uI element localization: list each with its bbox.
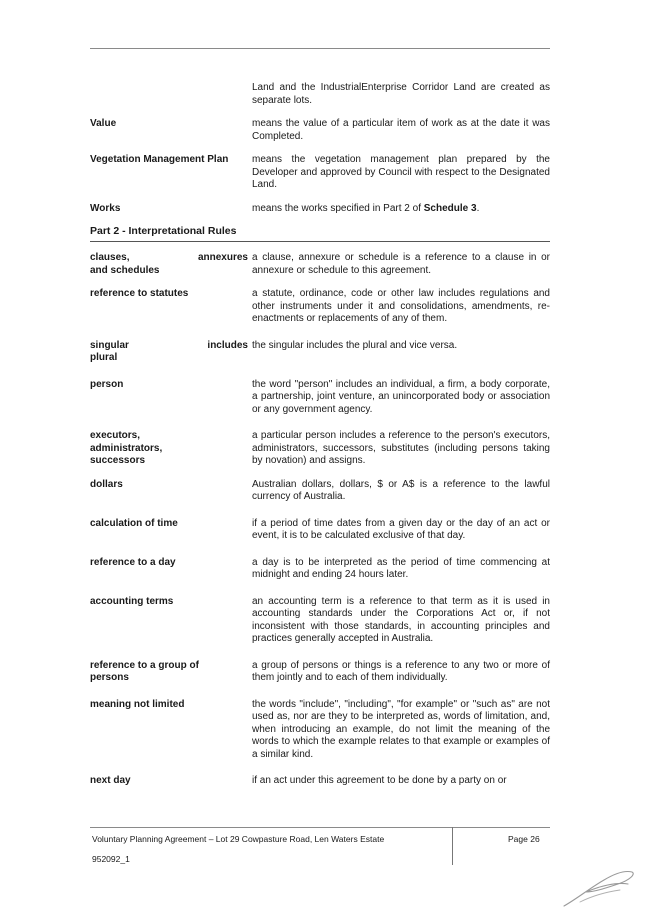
rule-row	[90, 340, 550, 365]
rule-row	[90, 479, 550, 504]
rule-row	[90, 252, 550, 277]
footer-divider	[452, 827, 453, 865]
rule-row	[90, 557, 550, 582]
footer-document-ref: 952092_1	[92, 854, 130, 864]
rule-text: the words "include", "including", "for example" or "such as" are not used as, nor are they to be interpreted as, words of limitation, and, when introducing an example, do not limit the meaning of the words to which the example relates to that example or examples of a similar kind.	[252, 698, 550, 760]
definition-text-part: .	[476, 202, 480, 214]
rule-term: calculation of time	[90, 517, 178, 529]
rule-term-word: annexures	[197, 252, 248, 263]
definition-text: means the value of a particular item of work as at the date it was Completed.	[252, 118, 550, 142]
rule-term: reference to statutes	[90, 288, 189, 299]
rule-term: reference to a day	[90, 556, 176, 568]
section-heading: Part 2 - Interpretational Rules	[90, 225, 550, 242]
rule-row	[90, 775, 550, 788]
definition-row	[90, 82, 550, 107]
footer-title: Voluntary Planning Agreement – Lot 29 Cowpasture Road, Len Waters Estate	[92, 834, 385, 844]
definition-term: Vegetation Management Plan	[90, 154, 229, 165]
rule-text: if an act under this agreement to be done by a party on or	[252, 775, 507, 786]
header-rule	[90, 48, 550, 49]
rule-term-word: includes	[207, 339, 248, 351]
footer-rule	[90, 827, 550, 828]
document-body	[90, 82, 550, 788]
page-number: Page 26	[508, 834, 540, 844]
rule-term-word: singular	[90, 339, 129, 351]
rule-text: a statute, ordinance, code or other law includes regulations and other instruments under it and consolidations, amendments, re-enactments or replacements of any of them.	[252, 288, 550, 324]
rule-text: a group of persons or things is a reference to any two or more of them jointly and to each of them individually.	[252, 659, 550, 683]
definition-text-part: means the works specified in Part 2 of	[252, 202, 424, 214]
rule-term: person	[90, 378, 124, 390]
definition-text: means the vegetation management plan prepared by the Developer and approved by Council with respect to the Designated Land.	[252, 154, 550, 190]
schedule-reference: Schedule 3	[423, 202, 477, 214]
rule-row	[90, 430, 550, 468]
rule-text: if a period of time dates from a given day or the day of an act or event, it is to be calculated exclusive of that day.	[252, 517, 550, 541]
rule-text: the singular includes the plural and vice versa.	[252, 339, 458, 351]
rule-term	[90, 340, 252, 365]
definition-text	[252, 203, 550, 216]
rule-term-line	[90, 340, 248, 353]
rule-term: meaning not limited	[90, 698, 185, 710]
rule-term-line	[90, 252, 248, 265]
rule-term: reference to a group of persons	[90, 659, 199, 683]
rule-term-line: and schedules	[90, 264, 160, 276]
rule-row	[90, 288, 550, 326]
rule-row	[90, 379, 550, 417]
definition-term	[90, 82, 252, 107]
rule-row	[90, 596, 550, 646]
rule-row	[90, 699, 550, 762]
definition-term: Value	[90, 118, 117, 129]
rule-row	[90, 660, 550, 685]
definition-row	[90, 203, 550, 216]
rule-text: a clause, annexure or schedule is a reference to a clause in or annexure or schedule to this agreement.	[252, 252, 550, 276]
rule-text: the word "person" includes an individual, a firm, a body corporate, a partnership, joint venture, an unincorporated body or association or any government agency.	[252, 378, 550, 415]
definition-term: Works	[90, 202, 121, 214]
rule-term-line: plural	[90, 352, 118, 363]
rule-term	[90, 252, 252, 277]
rule-term: executors, administrators, successors	[90, 430, 163, 466]
definition-row	[90, 118, 550, 143]
definition-text: Land and the IndustrialEnterprise Corridor Land are created as separate lots.	[252, 82, 550, 106]
signature-mark	[560, 862, 640, 912]
rule-text: a day is to be interpreted as the period of time commencing at midnight and ending 24 hours later.	[252, 556, 550, 580]
rule-term-word: clauses,	[90, 252, 130, 263]
rule-text: a particular person includes a reference to the person's executors, administrators, successors, substitutes (including persons taking by novation) and assigns.	[252, 430, 550, 466]
rule-term: accounting terms	[90, 595, 174, 607]
rule-text: an accounting term is a reference to that term as it is used in accounting standards under the Corporations Act or, if not inconsistent with those standards, in accounting principles and practices generally accepted in Australia.	[252, 595, 550, 644]
definition-row	[90, 154, 550, 192]
rule-term: dollars	[90, 478, 123, 490]
rule-term: next day	[90, 775, 131, 786]
rule-text: Australian dollars, dollars, $ or A$ is a reference to the lawful currency of Australia.	[252, 478, 550, 502]
rule-row	[90, 518, 550, 543]
